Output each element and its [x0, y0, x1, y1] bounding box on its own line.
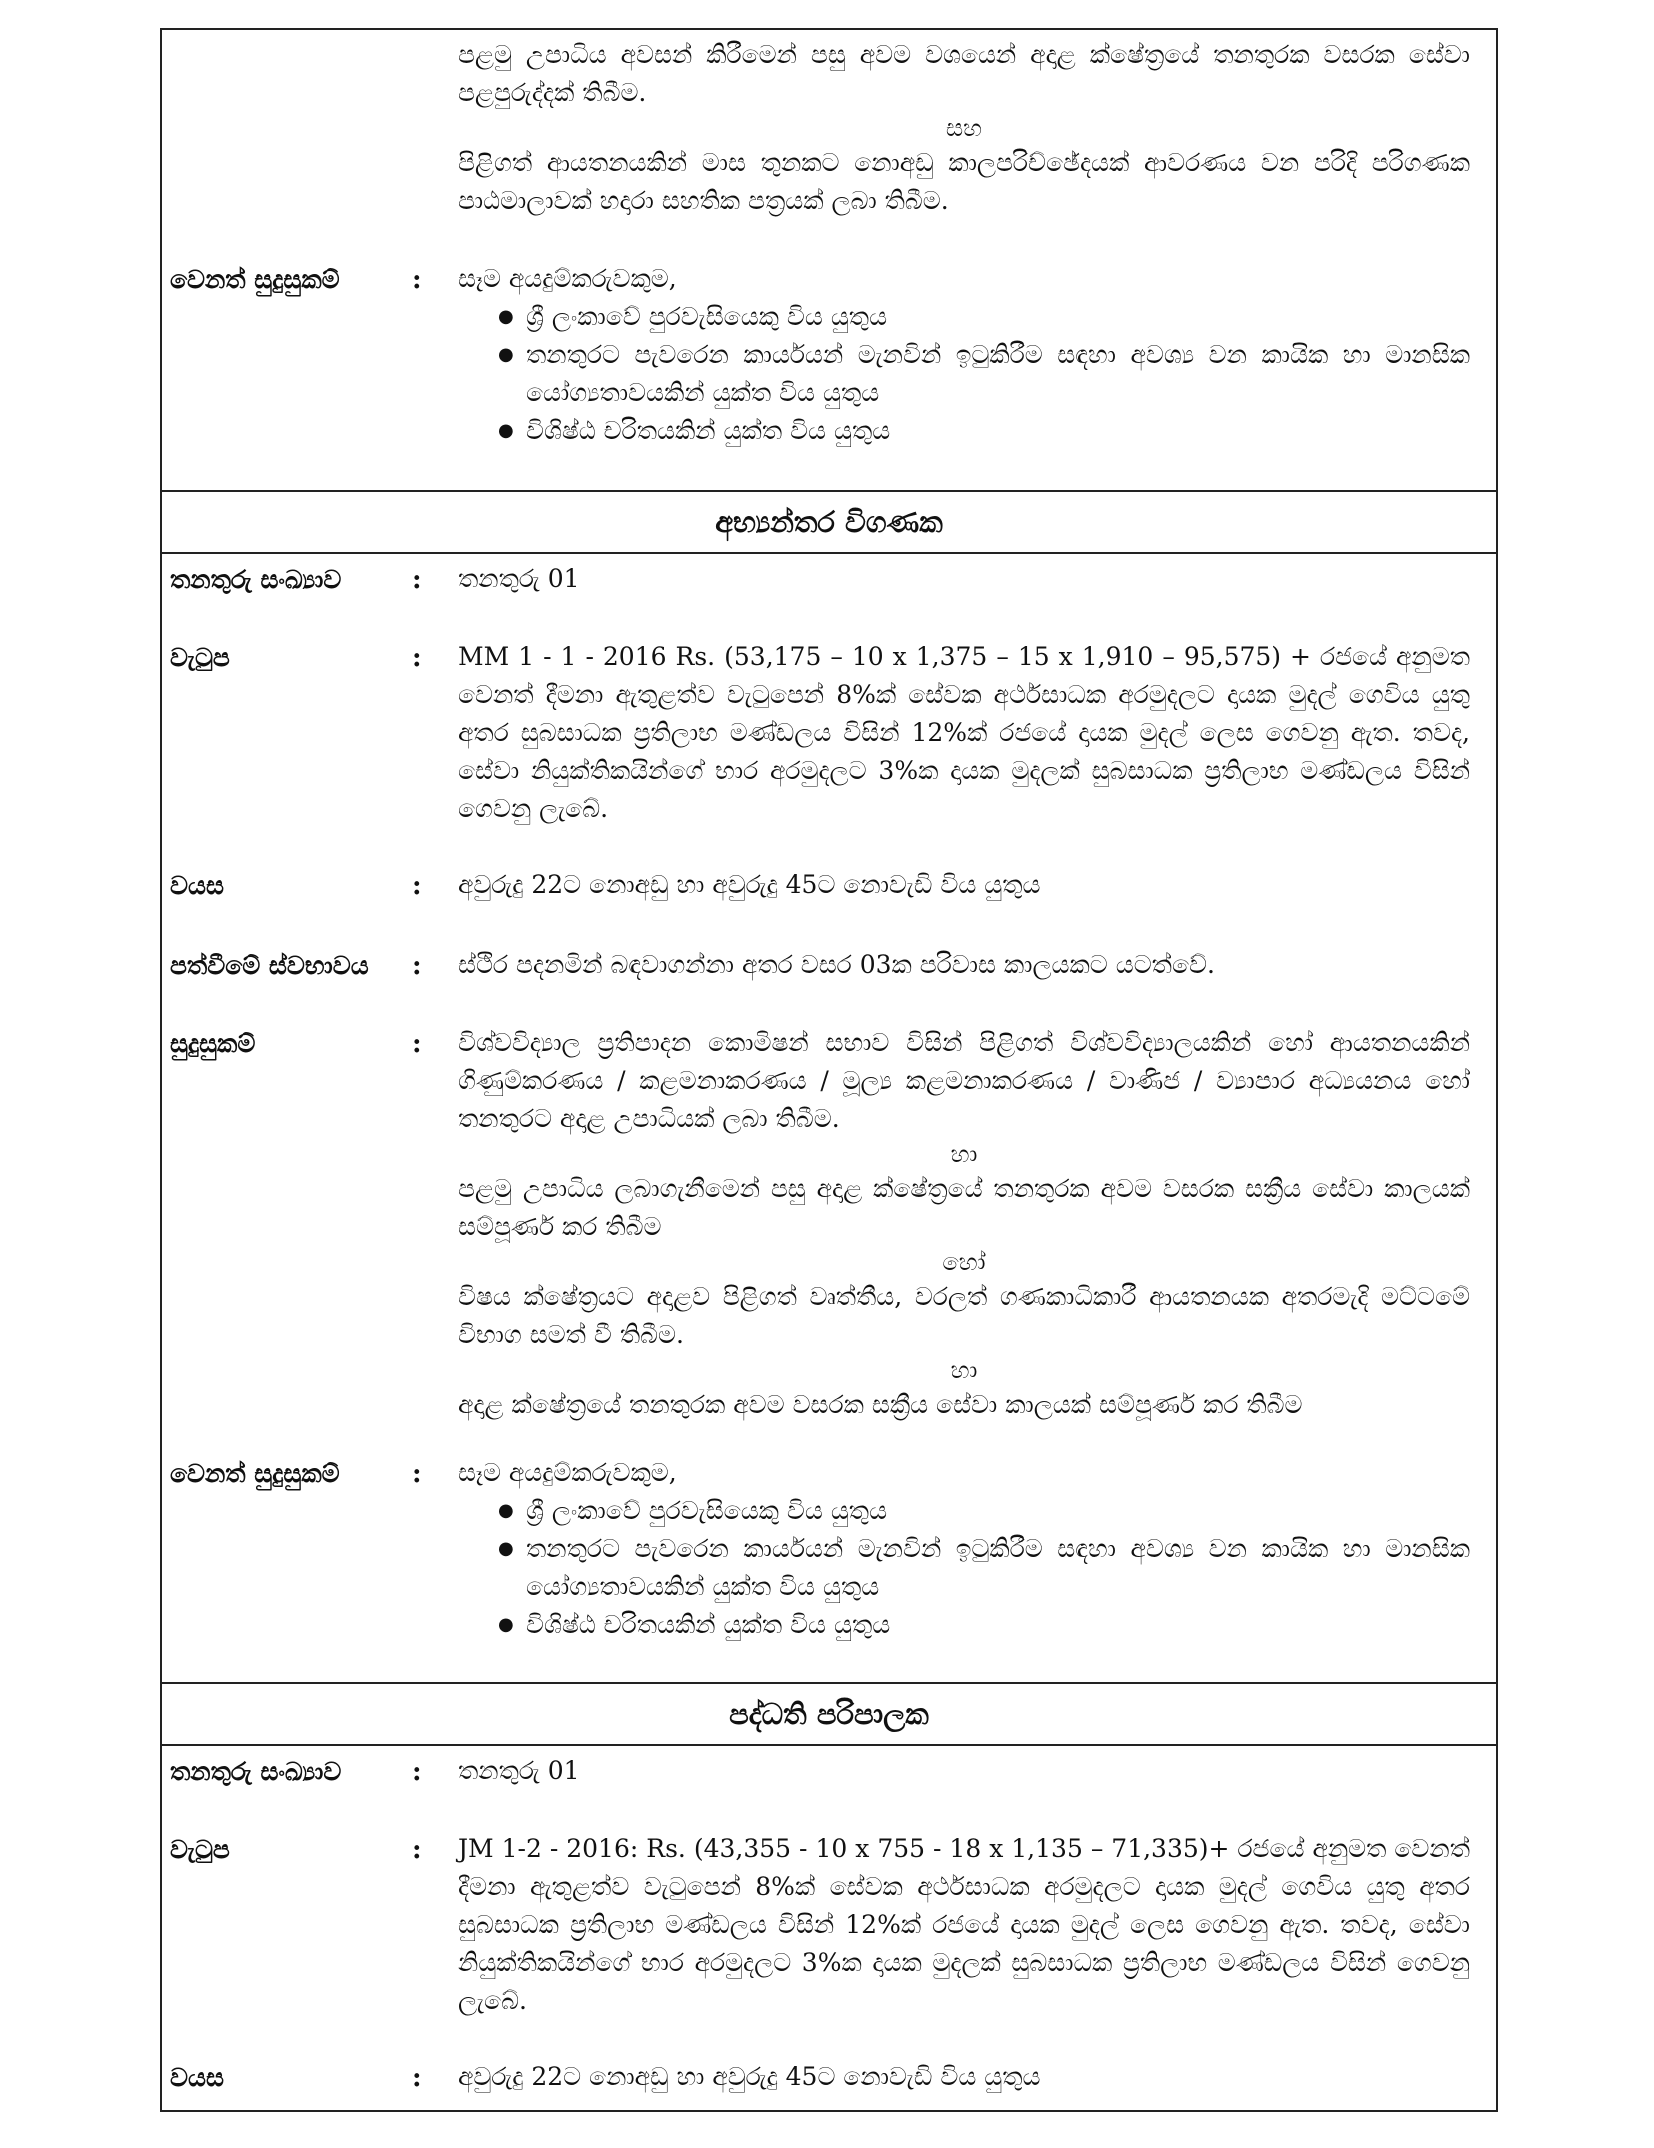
colon: :	[412, 643, 422, 673]
other-requirements-label: වෙනත් සුදුසුකම්	[170, 265, 340, 294]
colon: :	[412, 1029, 422, 1059]
qualifications-label: සුදුසුකම්	[170, 1029, 256, 1058]
qualification-line-1: පළමු උපාධිය අවසන් කිරීමෙන් පසු අවම වශයෙන් අදාළ ක්ෂේත්‍රයේ තනතුරක වසරක සේවා පළපුරුද්දක් තිබීම.	[458, 40, 1470, 107]
salary-value: JM 1-2 - 2016: Rs. (43,355 - 10 x 755 - 18 x 1,135 – 71,335)+ රජයේ අනුමත වෙනත් දීමනා ඇතුළත්ව වැටුපෙන් 8%ක් සේවක අර්ථසාධක අරමුදලට දායක මුදල් ගෙවිය යුතු අතර සුබසාධක ප්‍රතිලාභ මණ්ඩලය විසින් 12%ක් රජයේ දායක මුදල් ලෙස ගෙවනු ඇත. තවද, සේවා නියුක්තිකයින්ගේ භාර අරමුදලට 3%ක දායක මුදලක් සුබසාධක ප්‍රතිලාභ මණ්ඩලය විසින් ගෙවනු ලැබේ.	[458, 1834, 1470, 2015]
colon: :	[412, 1757, 422, 1787]
colon: :	[412, 1835, 422, 1865]
salary-label: වැටුප	[170, 643, 230, 672]
other-requirements-label: වෙනත් සුදුසුකම්	[170, 1459, 340, 1488]
qualification-paragraph: විෂය ක්ෂේත්‍රයට අදාළව පිළිගත් වෘත්තීය, වරලත් ගණකාධිකාරී ආයතනයක අතරමැදි මට්ටමේ විභාග සමත් වී තිබීම.	[458, 1282, 1470, 1349]
other-requirements-value	[458, 260, 1470, 450]
salary-value: MM 1 - 1 - 2016 Rs. (53,175 – 10 x 1,375 – 15 x 1,910 – 95,575) + රජයේ අනුමත වෙනත් දීමනා ඇතුළත්ව වැටුපෙන් 8%ක් සේවක අර්ථසාධක අරමුදලට දායක මුදල් ගෙවිය යුතු අතර සුබසාධක ප්‍රතිලාභ මණ්ඩලය විසින් 12%ක් රජයේ දායක මුදල් ලෙස ගෙවනු ඇත. තවද, සේවා නියුක්තිකයින්ගේ භාර අරමුදලට 3%ක දායක මුදලක් සුබසාධක ප්‍රතිලාභ මණ්ඩලය විසින් ගෙවනු ලැබේ.	[458, 642, 1470, 823]
list-item: ● ශ්‍රී ලංකාවේ පුරවැසියෙකු විය යුතුය	[498, 298, 1470, 336]
colon: :	[412, 871, 422, 901]
qualifications-value	[458, 1024, 1470, 1424]
qualification-paragraph: විශ්වවිද්‍යාල ප්‍රතිපාදන කොමිෂන් සභාව විසින් පිළිගත් විශ්වවිද්‍යාලයකින් හෝ ආයතනයකින් ගිණුම්කරණය / කළමනාකරණය / මූල්‍ය කළමනාකරණය / වාණිජ / ව්‍යාපාර අධ්‍යයනය හෝ තනතුරට අදාළ උපාධියක් ලබා තිබීම.	[458, 1028, 1470, 1133]
appointment-label: පත්වීමේ ස්වභාවය	[170, 951, 369, 980]
requirements-intro: සෑම අයදුම්කරුවකුම,	[458, 1458, 677, 1487]
colon: :	[412, 565, 422, 595]
posts-value: තනතුරු 01	[458, 564, 580, 593]
other-requirements-value	[458, 1454, 1470, 1644]
list-item: ● ශ්‍රී ලංකාවේ පුරවැසියෙකු විය යුතුය	[498, 1492, 1470, 1530]
age-value: අවුරුදු 22ට නොඅඩු හා අවුරුදු 45ට නොවැඩි විය යුතුය	[458, 2062, 1041, 2091]
list-item: ● තනතුරට පැවරෙන කාර්යයන් මැනවින් ඉටුකිරීම සඳහා අවශ්‍ය වන කායික හා මානසික යෝග්‍යතාවයකින් යුක්ත විය යුතුය	[498, 1530, 1470, 1606]
salary-label: වැටුප	[170, 1835, 230, 1864]
age-label: වයස	[170, 2063, 224, 2092]
qualification-continuation	[458, 36, 1470, 220]
requirements-list	[458, 1492, 1470, 1644]
colon: :	[412, 951, 422, 981]
conjunction: හා	[950, 1140, 978, 1168]
appointment-value: ස්ථිර පදනමින් බඳවාගන්නා අතර වසර 03ක පරිවාස කාලයකට යටත්වේ.	[458, 950, 1215, 979]
qualification-line-2: පිළිගත් ආයතනයකින් මාස තුනකට නොඅඩු කාලපරිච්ඡේදයක් ආවරණය වන පරිදි පරිගණක පාඨමාලාවක් හදාරා සහතික පත්‍රයක් ලබා තිබීම.	[458, 148, 1470, 215]
posts-value: තනතුරු 01	[458, 1756, 580, 1785]
colon: :	[412, 2063, 422, 2093]
list-item: ● තනතුරට පැවරෙන කාර්යයන් මැනවින් ඉටුකිරීම සඳහා අවශ්‍ය වන කායික හා මානසික යෝග්‍යතාවයකින් යුක්ත විය යුතුය	[498, 336, 1470, 412]
conjunction: හෝ	[942, 1248, 986, 1276]
conjunction: හා	[950, 1356, 978, 1384]
section-heading-internal-auditor: අභ්‍යන්තර විගණක	[162, 490, 1496, 554]
document-frame	[160, 28, 1498, 2112]
posts-label: තනතුරු සංඛ්‍යාව	[170, 565, 342, 594]
conjunction: සහ	[945, 114, 983, 142]
colon: :	[412, 265, 422, 295]
age-value: අවුරුදු 22ට නොඅඩු හා අවුරුදු 45ට නොවැඩි විය යුතුය	[458, 870, 1041, 899]
colon: :	[412, 1459, 422, 1489]
qualification-paragraph: පළමු උපාධිය ලබාගැනීමෙන් පසු අදාළ ක්ෂේත්‍රයේ තනතුරක අවම වසරක සක්‍රීය සේවා කාලයක් සම්පූර්ණ කර තිබීම	[458, 1174, 1470, 1241]
requirements-intro: සෑම අයදුම්කරුවකුම,	[458, 264, 677, 293]
age-label: වයස	[170, 871, 224, 900]
requirements-list	[458, 298, 1470, 450]
posts-label: තනතුරු සංඛ්‍යාව	[170, 1757, 342, 1786]
list-item: ● විශිෂ්ඨ චරිතයකින් යුක්ත විය යුතුය	[498, 1606, 1470, 1644]
list-item: ● විශිෂ්ඨ චරිතයකින් යුක්ත විය යුතුය	[498, 412, 1470, 450]
section-heading-systems-administrator: පද්ධති පරිපාලක	[162, 1682, 1496, 1746]
qualification-paragraph: අදාළ ක්ෂේත්‍රයේ තනතුරක අවම වසරක සක්‍රීය සේවා කාලයක් සම්පූර්ණ කර තිබීම	[458, 1390, 1303, 1419]
